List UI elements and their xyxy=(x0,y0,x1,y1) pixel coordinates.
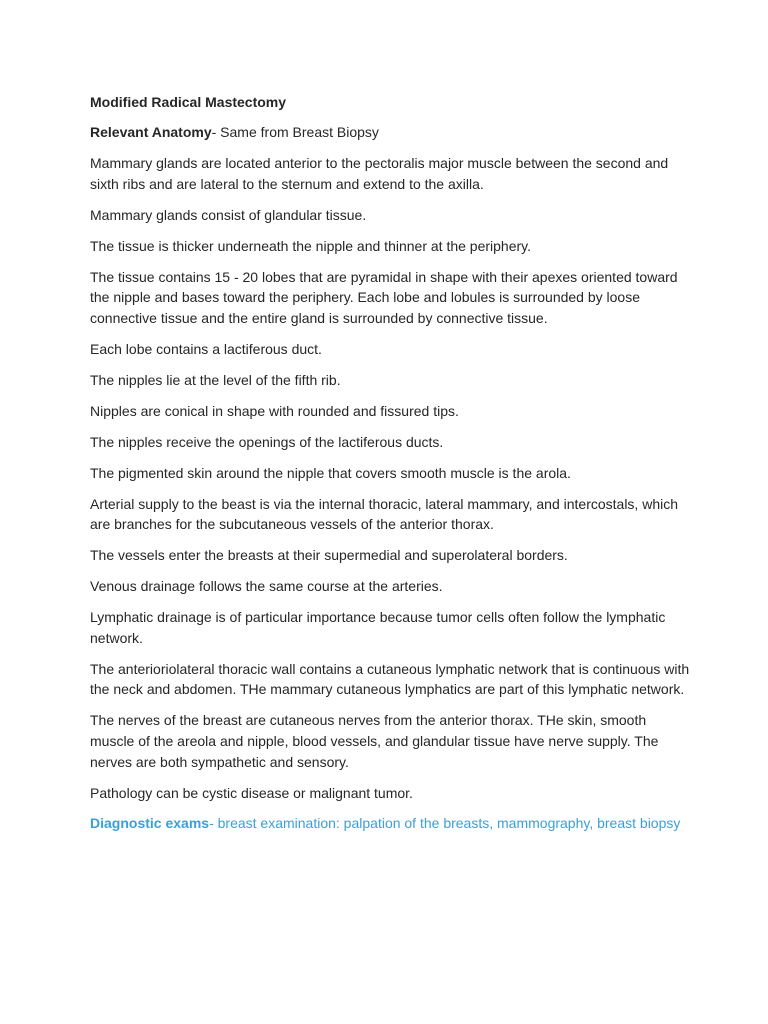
diagnostic-exams-label: Diagnostic exams xyxy=(90,815,210,832)
paragraph: The nerves of the breast are cutaneous nerves from the anterior thorax. THe skin, smooth muscle of the areola and nipple, blood vessels, and glandular tissue have nerve supply. The nerves are both sympathetic and sensory. xyxy=(90,712,659,770)
paragraph: Mammary glands consist of glandular tissue. xyxy=(90,206,367,223)
document-title: Modified Radical Mastectomy xyxy=(90,94,287,110)
paragraph: The vessels enter the breasts at their supermedial and superolateral borders. xyxy=(90,547,568,564)
paragraph: Nipples are conical in shape with rounded and fissured tips. xyxy=(90,402,459,419)
document-page xyxy=(90,92,690,844)
relevant-anatomy-line xyxy=(90,122,690,143)
paragraph: Mammary glands are located anterior to the pectoralis major muscle between the second and sixth ribs and are lateral to the sternum and extend to the axilla. xyxy=(90,154,669,192)
diagnostic-exams-line xyxy=(90,813,690,834)
paragraph: The pigmented skin around the nipple that covers smooth muscle is the arola. xyxy=(90,464,571,481)
paragraph: The anterioriolateral thoracic wall contains a cutaneous lymphatic network that is continuous with the neck and abdomen. THe mammary cutaneous lymphatics are part of this lymphatic network. xyxy=(90,660,690,698)
paragraph: The nipples lie at the level of the fifth rib. xyxy=(90,371,341,388)
paragraph: Arterial supply to the beast is via the internal thoracic, lateral mammary, and intercostals, which are branches for the subcutaneous vessels of the anterior thorax. xyxy=(90,495,678,533)
paragraph: Venous drainage follows the same course at the arteries. xyxy=(90,578,443,595)
paragraph: Lymphatic drainage is of particular importance because tumor cells often follow the lymphatic network. xyxy=(90,609,666,646)
diagnostic-exams-text: - breast examination: palpation of the breasts, mammography, breast biopsy xyxy=(209,815,681,832)
paragraph: The nipples receive the openings of the lactiferous ducts. xyxy=(90,433,444,450)
relevant-anatomy-text: - Same from Breast Biopsy xyxy=(211,124,379,140)
paragraph: Pathology can be cystic disease or malignant tumor. xyxy=(90,784,413,801)
paragraph: The tissue contains 15 - 20 lobes that are pyramidal in shape with their apexes oriented toward the nipple and bases toward the periphery. Each lobe and lobules is surrounded by loose connective tissue and the entire gland is surrounded by connective tissue. xyxy=(90,268,678,326)
paragraph: Each lobe contains a lactiferous duct. xyxy=(90,340,322,357)
relevant-anatomy-label: Relevant Anatomy xyxy=(90,124,212,140)
paragraph: The tissue is thicker underneath the nipple and thinner at the periphery. xyxy=(90,237,532,254)
